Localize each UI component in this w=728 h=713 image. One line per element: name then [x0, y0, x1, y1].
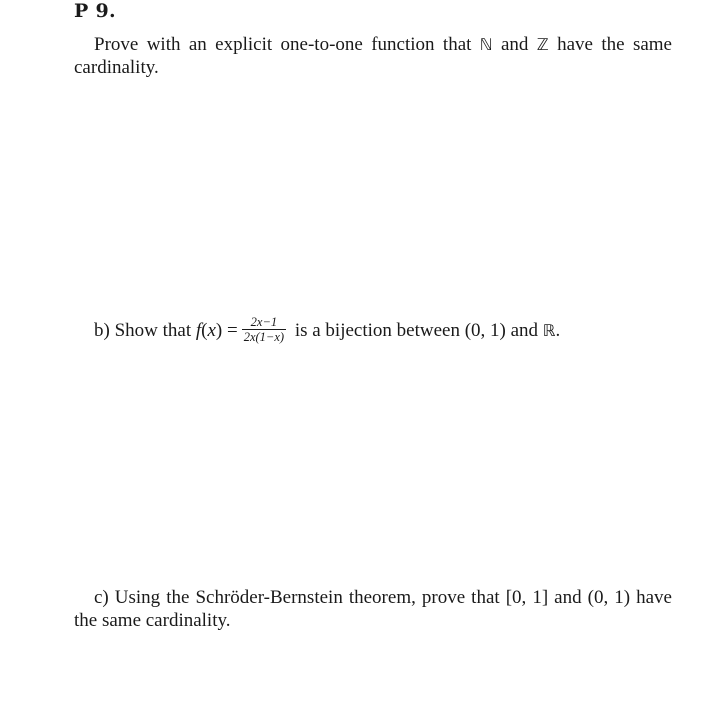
function-paren-close: ) = — [215, 320, 238, 341]
fraction-denominator: 2x(1−x) — [243, 330, 285, 345]
part-c-text-2: have the same cardinality. — [74, 587, 672, 631]
part-c-statement — [74, 586, 672, 632]
part-b-statement — [94, 317, 560, 345]
intro-text-2: have the same cardinality. — [74, 34, 672, 78]
part-c-and: and — [548, 587, 588, 608]
set-n-symbol: ℕ — [479, 35, 493, 54]
function-variable: x — [207, 320, 216, 341]
function-fraction — [242, 316, 286, 343]
closed-interval: [0, 1] — [505, 587, 549, 608]
part-b-end: . — [555, 320, 561, 341]
part-b-text-mid: is a bijection between — [290, 320, 465, 341]
open-interval: (0, 1) — [464, 320, 506, 341]
intro-text-1: Prove with an explicit one-to-one function that — [94, 34, 480, 55]
set-r-symbol: ℝ — [542, 321, 556, 340]
part-b-and: and — [505, 320, 543, 341]
intro-and: and — [492, 34, 537, 55]
function-paren-open: ( — [201, 320, 208, 341]
problem-title: P 9. — [74, 0, 116, 22]
fraction-numerator: 2x−1 — [242, 316, 286, 330]
set-z-symbol: ℤ — [536, 35, 549, 54]
function-name: f — [195, 320, 202, 341]
part-b-label: b) Show that — [94, 320, 196, 341]
open-interval: (0, 1) — [587, 587, 631, 608]
problem-statement — [74, 33, 672, 79]
part-c-text-1: c) Using the Schröder-Bernstein theorem, prove that — [94, 587, 506, 608]
